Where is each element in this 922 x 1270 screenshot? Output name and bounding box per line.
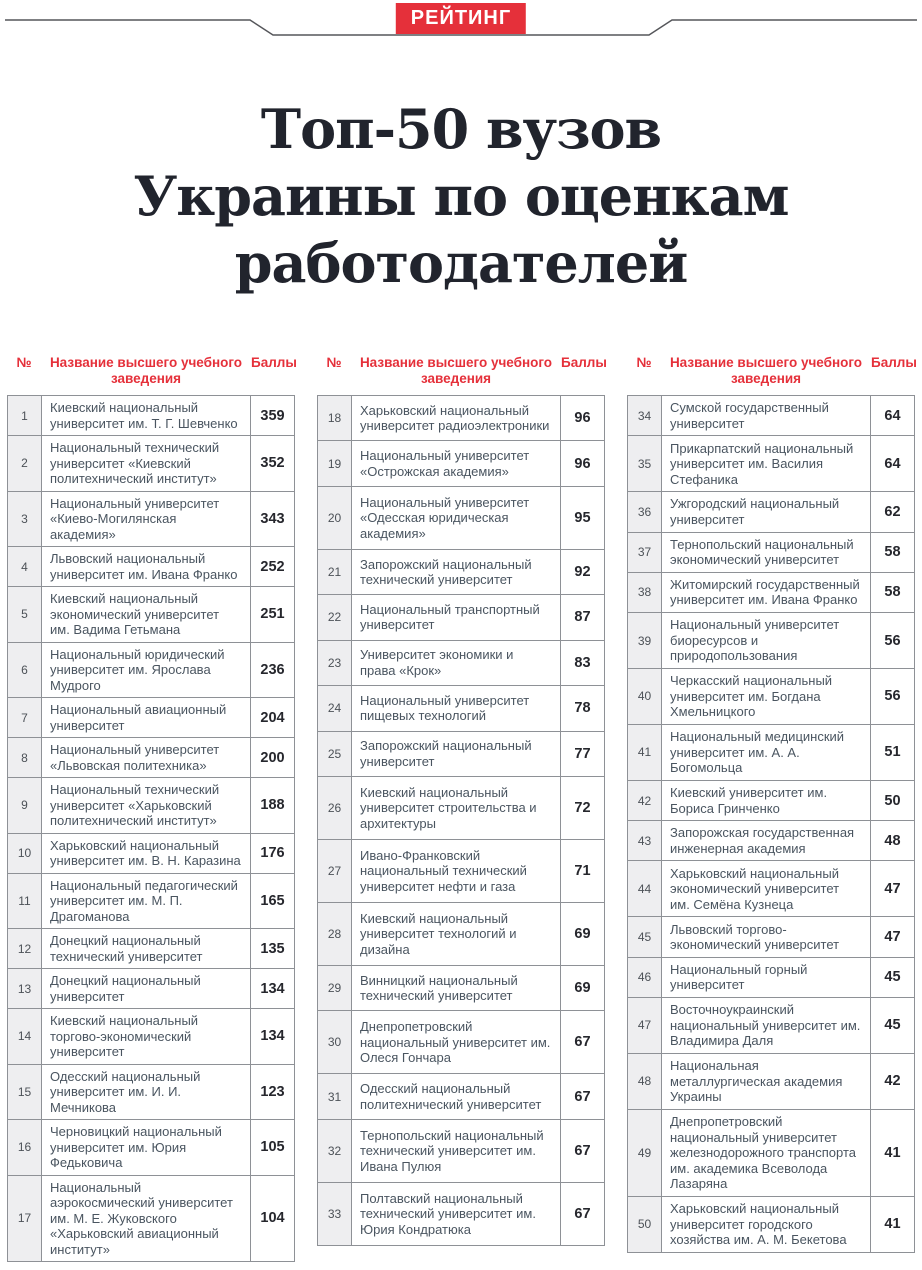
rank-cell: 21 [318, 549, 352, 594]
rank-cell: 37 [628, 532, 662, 572]
university-name-cell: Сумской государственный университет [662, 396, 871, 436]
score-cell: 105 [251, 1120, 295, 1176]
table-row [628, 1053, 915, 1109]
score-cell: 236 [251, 642, 295, 698]
table-row [8, 1064, 295, 1120]
score-cell: 45 [871, 957, 915, 997]
score-cell: 47 [871, 861, 915, 917]
rank-cell: 4 [8, 547, 42, 587]
table-row [8, 873, 295, 929]
header-name: Название высшего учебного заведения [49, 355, 243, 386]
university-name-cell: Тернопольский национальный экономический университет [662, 532, 871, 572]
table-row [8, 491, 295, 547]
score-cell: 123 [251, 1064, 295, 1120]
rank-cell: 11 [8, 873, 42, 929]
score-cell: 51 [871, 724, 915, 780]
rank-cell: 17 [8, 1175, 42, 1262]
rank-cell: 48 [628, 1053, 662, 1109]
score-cell: 134 [251, 1009, 295, 1065]
university-name-cell: Львовский национальный университет им. Ивана Франко [42, 547, 251, 587]
score-cell: 96 [561, 441, 605, 486]
score-cell: 77 [561, 731, 605, 776]
university-name-cell: Восточноукраинский национальный университет им. Владимира Даля [662, 997, 871, 1053]
header-rank: № [636, 355, 652, 370]
score-cell: 200 [251, 738, 295, 778]
rank-cell: 36 [628, 492, 662, 532]
table-row [318, 966, 605, 1011]
table-row [8, 778, 295, 834]
score-cell: 64 [871, 436, 915, 492]
rank-cell: 2 [8, 436, 42, 492]
score-cell: 67 [561, 1119, 605, 1182]
ranking-column-3 [627, 355, 915, 1262]
score-cell: 67 [561, 1074, 605, 1119]
university-name-cell: Национальный университет биоресурсов и природопользования [662, 613, 871, 669]
rank-cell: 7 [8, 698, 42, 738]
university-name-cell: Харьковский национальный университет им. В. Н. Каразина [42, 833, 251, 873]
score-cell: 92 [561, 549, 605, 594]
table-row [318, 595, 605, 640]
rank-cell: 9 [8, 778, 42, 834]
score-cell: 41 [871, 1109, 915, 1196]
header-rank: № [326, 355, 342, 370]
score-cell: 50 [871, 780, 915, 820]
rank-cell: 42 [628, 780, 662, 820]
rank-cell: 33 [318, 1182, 352, 1245]
score-cell: 47 [871, 917, 915, 957]
score-cell: 96 [561, 396, 605, 441]
rank-cell: 16 [8, 1120, 42, 1176]
score-cell: 252 [251, 547, 295, 587]
score-cell: 67 [561, 1182, 605, 1245]
university-name-cell: Национальный технический университет «Киевский политехнический институт» [42, 436, 251, 492]
table-row [318, 839, 605, 902]
table-row [628, 1109, 915, 1196]
score-cell: 45 [871, 997, 915, 1053]
table-row [8, 929, 295, 969]
rank-cell: 13 [8, 969, 42, 1009]
university-name-cell: Национальный университет «Киево-Могилянская академия» [42, 491, 251, 547]
university-name-cell: Львовский торгово-экономический университет [662, 917, 871, 957]
table-row [318, 1011, 605, 1074]
table-row [8, 587, 295, 643]
table-row [628, 492, 915, 532]
table-row [628, 861, 915, 917]
university-name-cell: Национальный университет пищевых технологий [352, 686, 561, 731]
score-cell: 62 [871, 492, 915, 532]
table-row [8, 1175, 295, 1262]
table-row [8, 547, 295, 587]
ranking-table [627, 395, 915, 1253]
header-score: Баллы [871, 355, 917, 370]
table-row [318, 441, 605, 486]
rank-cell: 23 [318, 640, 352, 685]
university-name-cell: Национальная металлургическая академия Украины [662, 1053, 871, 1109]
university-name-cell: Национальный университет «Одесская юридическая академия» [352, 486, 561, 549]
table-row [318, 549, 605, 594]
university-name-cell: Университет экономики и права «Крок» [352, 640, 561, 685]
ranking-table [7, 395, 295, 1262]
ranking-columns [0, 355, 922, 1262]
university-name-cell: Запорожский национальный университет [352, 731, 561, 776]
university-name-cell: Киевский национальный университет строительства и архитектуры [352, 776, 561, 839]
table-row [318, 396, 605, 441]
rank-cell: 50 [628, 1196, 662, 1252]
table-row [628, 997, 915, 1053]
university-name-cell: Прикарпатский национальный университет им. Василия Стефаника [662, 436, 871, 492]
score-cell: 71 [561, 839, 605, 902]
university-name-cell: Винницкий национальный технический университет [352, 966, 561, 1011]
score-cell: 188 [251, 778, 295, 834]
rank-cell: 30 [318, 1011, 352, 1074]
score-cell: 58 [871, 532, 915, 572]
table-row [628, 396, 915, 436]
score-cell: 69 [561, 966, 605, 1011]
rank-cell: 5 [8, 587, 42, 643]
rank-cell: 47 [628, 997, 662, 1053]
rank-cell: 46 [628, 957, 662, 997]
rank-cell: 45 [628, 917, 662, 957]
table-row [318, 686, 605, 731]
ranking-column-1 [7, 355, 295, 1262]
rank-cell: 20 [318, 486, 352, 549]
page-title-line: Украины по оценкам [133, 164, 789, 228]
score-cell: 204 [251, 698, 295, 738]
table-row [628, 917, 915, 957]
table-row [8, 833, 295, 873]
score-cell: 41 [871, 1196, 915, 1252]
rank-cell: 28 [318, 903, 352, 966]
university-name-cell: Запорожская государственная инженерная академия [662, 821, 871, 861]
rank-cell: 32 [318, 1119, 352, 1182]
university-name-cell: Днепропетровский национальный университет им. Олеся Гончара [352, 1011, 561, 1074]
university-name-cell: Киевский университет им. Бориса Гринченко [662, 780, 871, 820]
rank-cell: 26 [318, 776, 352, 839]
university-name-cell: Одесский национальный политехнический университет [352, 1074, 561, 1119]
table-row [318, 1119, 605, 1182]
score-cell: 64 [871, 396, 915, 436]
score-cell: 69 [561, 903, 605, 966]
rank-cell: 39 [628, 613, 662, 669]
score-cell: 359 [251, 396, 295, 436]
university-name-cell: Национальный технический университет «Харьковский политехнический институт» [42, 778, 251, 834]
rank-cell: 25 [318, 731, 352, 776]
ranking-table [317, 395, 605, 1246]
rank-cell: 49 [628, 1109, 662, 1196]
table-row [628, 436, 915, 492]
score-cell: 87 [561, 595, 605, 640]
table-row [8, 436, 295, 492]
university-name-cell: Черкасский национальный университет им. Богдана Хмельницкого [662, 669, 871, 725]
page-title-line: работодателей [234, 231, 688, 295]
rank-cell: 15 [8, 1064, 42, 1120]
score-cell: 343 [251, 491, 295, 547]
rank-cell: 43 [628, 821, 662, 861]
table-row [628, 957, 915, 997]
score-cell: 352 [251, 436, 295, 492]
rank-cell: 22 [318, 595, 352, 640]
table-row [8, 1120, 295, 1176]
university-name-cell: Национальный горный университет [662, 957, 871, 997]
university-name-cell: Национальный аэрокосмический университет им. М. Е. Жуковского «Харьковский авиационный институт» [42, 1175, 251, 1262]
score-cell: 251 [251, 587, 295, 643]
university-name-cell: Национальный транспортный университет [352, 595, 561, 640]
rank-cell: 41 [628, 724, 662, 780]
university-name-cell: Национальный медицинский университет им. А. А. Богомольца [662, 724, 871, 780]
table-row [8, 738, 295, 778]
rank-cell: 1 [8, 396, 42, 436]
university-name-cell: Национальный университет «Львовская политехника» [42, 738, 251, 778]
university-name-cell: Национальный авиационный университет [42, 698, 251, 738]
ranking-column-2 [317, 355, 605, 1262]
university-name-cell: Харьковский национальный экономический университет им. Семёна Кузнеца [662, 861, 871, 917]
university-name-cell: Ивано-Франковский национальный технический университет нефти и газа [352, 839, 561, 902]
header-name: Название высшего учебного заведения [359, 355, 553, 386]
score-cell: 95 [561, 486, 605, 549]
university-name-cell: Национальный университет «Острожская академия» [352, 441, 561, 486]
university-name-cell: Одесский национальный университет им. И. И. Мечникова [42, 1064, 251, 1120]
university-name-cell: Киевский национальный торгово-экономический университет [42, 1009, 251, 1065]
table-row [628, 572, 915, 612]
university-name-cell: Тернопольский национальный технический университет им. Ивана Пулюя [352, 1119, 561, 1182]
university-name-cell: Национальный юридический университет им. Ярослава Мудрого [42, 642, 251, 698]
table-row [318, 903, 605, 966]
rank-cell: 19 [318, 441, 352, 486]
page-title [0, 96, 922, 297]
page-title-line: Топ-50 вузов [260, 97, 662, 161]
rank-cell: 31 [318, 1074, 352, 1119]
rank-cell: 3 [8, 491, 42, 547]
university-name-cell: Харьковский национальный университет радиоэлектроники [352, 396, 561, 441]
rank-cell: 10 [8, 833, 42, 873]
table-row [8, 1009, 295, 1065]
score-cell: 135 [251, 929, 295, 969]
column-header [627, 355, 915, 387]
rank-cell: 27 [318, 839, 352, 902]
table-row [8, 396, 295, 436]
score-cell: 83 [561, 640, 605, 685]
table-row [628, 780, 915, 820]
rank-cell: 6 [8, 642, 42, 698]
table-row [628, 1196, 915, 1252]
rank-cell: 44 [628, 861, 662, 917]
header-rank: № [16, 355, 32, 370]
column-header [7, 355, 295, 387]
score-cell: 176 [251, 833, 295, 873]
university-name-cell: Донецкий национальный университет [42, 969, 251, 1009]
rank-cell: 8 [8, 738, 42, 778]
score-cell: 72 [561, 776, 605, 839]
header-score: Баллы [251, 355, 297, 370]
score-cell: 58 [871, 572, 915, 612]
university-name-cell: Киевский национальный университет им. Т. Г. Шевченко [42, 396, 251, 436]
university-name-cell: Харьковский национальный университет городского хозяйства им. А. М. Бекетова [662, 1196, 871, 1252]
university-name-cell: Донецкий национальный технический университет [42, 929, 251, 969]
score-cell: 104 [251, 1175, 295, 1262]
rank-cell: 35 [628, 436, 662, 492]
table-row [8, 642, 295, 698]
section-badge: РЕЙТИНГ [396, 3, 526, 34]
table-row [628, 669, 915, 725]
table-row [318, 1074, 605, 1119]
score-cell: 48 [871, 821, 915, 861]
table-row [628, 532, 915, 572]
score-cell: 67 [561, 1011, 605, 1074]
rank-cell: 40 [628, 669, 662, 725]
table-row [8, 969, 295, 1009]
score-cell: 165 [251, 873, 295, 929]
rank-cell: 14 [8, 1009, 42, 1065]
table-row [628, 724, 915, 780]
table-row [318, 731, 605, 776]
university-name-cell: Житомирский государственный университет им. Ивана Франко [662, 572, 871, 612]
university-name-cell: Черновицкий национальный университет им. Юрия Федьковича [42, 1120, 251, 1176]
table-row [318, 1182, 605, 1245]
rank-cell: 24 [318, 686, 352, 731]
university-name-cell: Запорожский национальный технический университет [352, 549, 561, 594]
table-row [318, 776, 605, 839]
score-cell: 134 [251, 969, 295, 1009]
rank-cell: 29 [318, 966, 352, 1011]
university-name-cell: Киевский национальный университет технологий и дизайна [352, 903, 561, 966]
table-row [628, 613, 915, 669]
university-name-cell: Киевский национальный экономический университет им. Вадима Гетьмана [42, 587, 251, 643]
university-name-cell: Национальный педагогический университет им. М. П. Драгоманова [42, 873, 251, 929]
university-name-cell: Днепропетровский национальный университет железнодорожного транспорта им. академика Всеволода Лазаряна [662, 1109, 871, 1196]
score-cell: 56 [871, 669, 915, 725]
table-row [318, 640, 605, 685]
column-header [317, 355, 605, 387]
table-row [8, 698, 295, 738]
header-score: Баллы [561, 355, 607, 370]
score-cell: 42 [871, 1053, 915, 1109]
score-cell: 56 [871, 613, 915, 669]
rank-cell: 18 [318, 396, 352, 441]
rank-cell: 34 [628, 396, 662, 436]
masthead [0, 0, 922, 40]
university-name-cell: Полтавский национальный технический университет им. Юрия Кондратюка [352, 1182, 561, 1245]
score-cell: 78 [561, 686, 605, 731]
table-row [318, 486, 605, 549]
university-name-cell: Ужгородский национальный университет [662, 492, 871, 532]
table-row [628, 821, 915, 861]
rank-cell: 38 [628, 572, 662, 612]
rank-cell: 12 [8, 929, 42, 969]
header-name: Название высшего учебного заведения [669, 355, 863, 386]
